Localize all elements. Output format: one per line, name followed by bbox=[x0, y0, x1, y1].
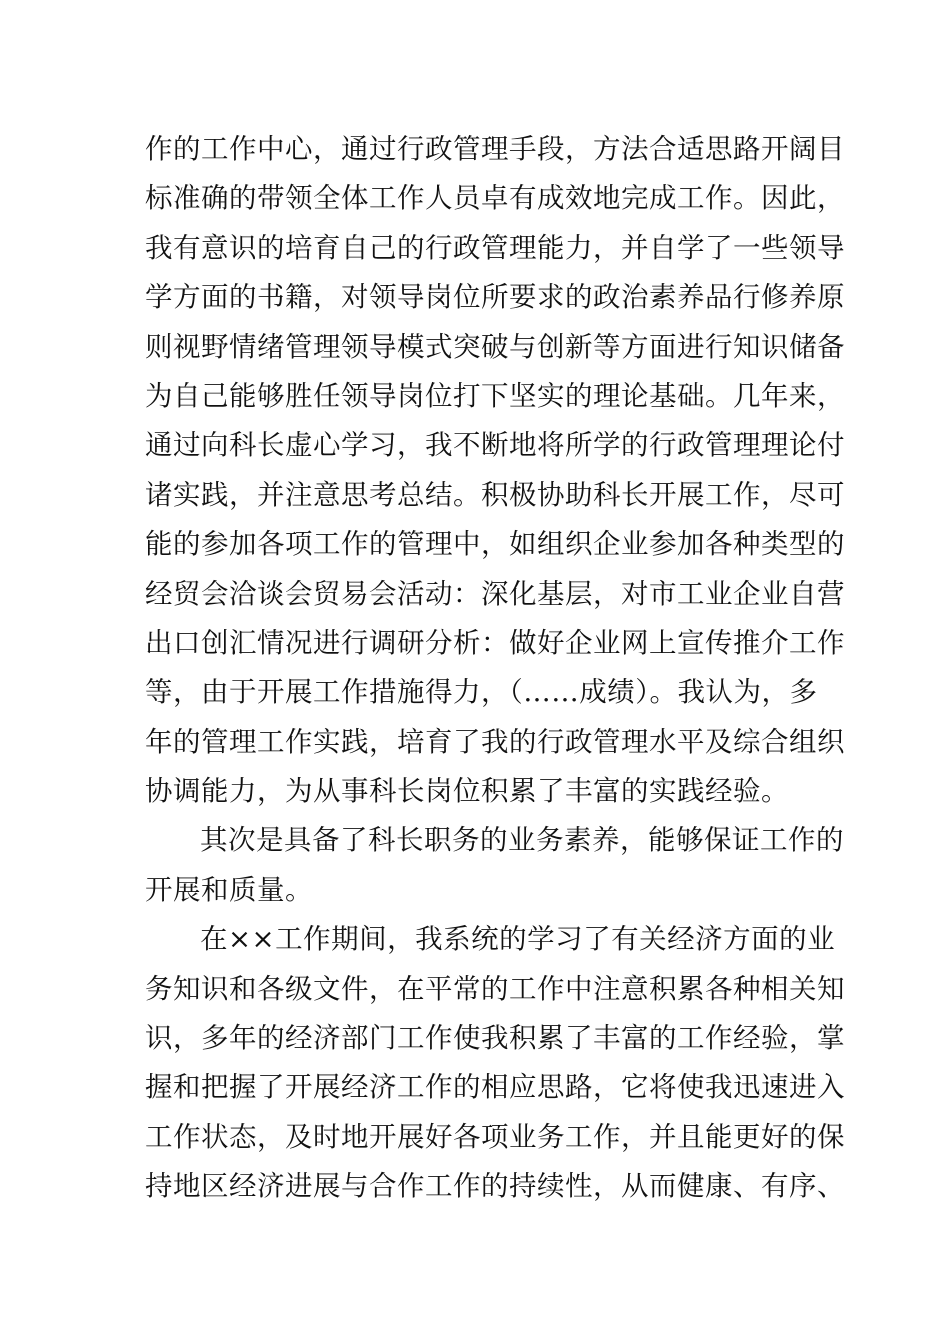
text-line: 我有意识的培育自己的行政管理能力，并自学了一些领导 bbox=[145, 231, 845, 264]
text-line: 识，多年的经济部门工作使我积累了丰富的工作经验，掌 bbox=[145, 1022, 845, 1055]
text-line: 持地区经济进展与合作工作的持续性，从而健康、有序、 bbox=[145, 1170, 845, 1203]
text-line: 能的参加各项工作的管理中，如组织企业参加各种类型的 bbox=[145, 528, 845, 561]
text-line: 经贸会洽谈会贸易会活动：深化基层，对市工业企业自营 bbox=[145, 577, 845, 610]
text-line: 通过向科长虚心学习，我不断地将所学的行政管理理论付 bbox=[145, 429, 845, 462]
text-line: 开展和质量。 bbox=[145, 873, 313, 906]
text-line: 在××工作期间，我系统的学习了有关经济方面的业 bbox=[200, 923, 836, 956]
text-line: 作的工作中心，通过行政管理手段，方法合适思路开阔目 bbox=[145, 133, 845, 165]
text-line: 年的管理工作实践，培育了我的行政管理水平及综合组织 bbox=[145, 725, 845, 758]
text-line: 等，由于开展工作措施得力，（……成绩）。我认为，多 bbox=[145, 676, 818, 709]
text-line: 出口创汇情况进行调研分析：做好企业网上宣传推介工作 bbox=[145, 626, 845, 659]
text-line: 学方面的书籍，对领导岗位所要求的政治素养品行修养原 bbox=[145, 281, 845, 314]
text-line: 诸实践，并注意思考总结。积极协助科长开展工作，尽可 bbox=[145, 478, 845, 511]
text-line: 握和把握了开展经济工作的相应思路，它将使我迅速进入 bbox=[145, 1071, 845, 1104]
text-line: 务知识和各级文件，在平常的工作中注意积累各种相关知 bbox=[145, 972, 845, 1005]
text-line: 其次是具备了科长职务的业务素养，能够保证工作的 bbox=[200, 824, 844, 857]
text-line: 协调能力，为从事科长岗位积累了丰富的实践经验。 bbox=[145, 775, 789, 808]
body-text bbox=[145, 125, 845, 1212]
text-line: 标准确的带领全体工作人员卓有成效地完成工作。因此， bbox=[145, 182, 845, 215]
text-line: 工作状态，及时地开展好各项业务工作，并且能更好的保 bbox=[145, 1120, 845, 1153]
text-line: 则视野情绪管理领导模式突破与创新等方面进行知识储备 bbox=[145, 330, 845, 363]
text-line: 为自己能够胜任领导岗位打下坚实的理论基础。几年来， bbox=[145, 379, 845, 412]
